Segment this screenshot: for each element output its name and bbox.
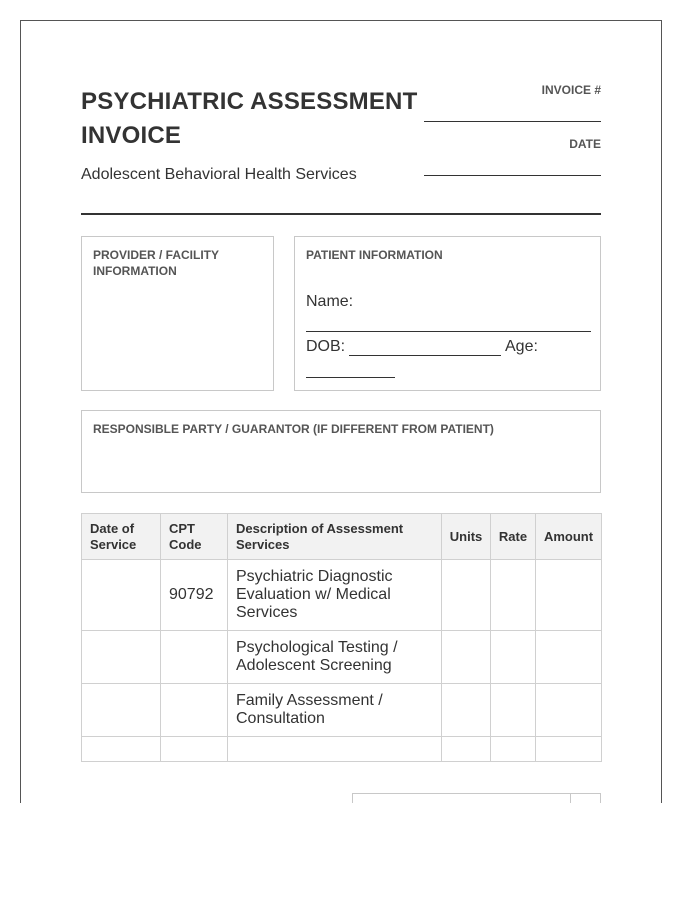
cell-cpt[interactable]: 90792: [161, 560, 228, 631]
date-label: DATE: [569, 137, 601, 151]
patient-info-heading: PATIENT INFORMATION: [306, 248, 443, 262]
table-header-row: [82, 514, 602, 560]
patient-age-label: Age:: [505, 338, 538, 355]
patient-info-box: [294, 236, 601, 391]
provider-info-box[interactable]: [81, 236, 274, 391]
cell-description[interactable]: [228, 737, 442, 762]
col-header-cpt: CPT Code: [161, 514, 228, 560]
invoice-number-field[interactable]: [424, 121, 601, 122]
guarantor-heading: RESPONSIBLE PARTY / GUARANTOR (IF DIFFERENT FROM PATIENT): [93, 422, 494, 436]
totals-label-cell: [352, 793, 570, 803]
cell-rate[interactable]: [491, 631, 536, 684]
totals-value-cell[interactable]: [570, 793, 601, 803]
col-header-amount: Amount: [536, 514, 602, 560]
provider-info-heading: PROVIDER / FACILITY INFORMATION: [93, 248, 219, 278]
col-header-date: Date of Service: [82, 514, 161, 560]
cell-units[interactable]: [442, 631, 491, 684]
cell-description[interactable]: Psychological Testing / Adolescent Screening: [228, 631, 442, 684]
cell-amount[interactable]: [536, 560, 602, 631]
guarantor-box[interactable]: [81, 410, 601, 493]
cell-description[interactable]: Psychiatric Diagnostic Evaluation w/ Medical Services: [228, 560, 442, 631]
cell-rate[interactable]: [491, 560, 536, 631]
invoice-subtitle: Adolescent Behavioral Health Services: [81, 166, 357, 183]
patient-age-field[interactable]: [306, 377, 395, 378]
invoice-page: [20, 20, 662, 803]
table-row: [82, 560, 602, 631]
cell-description[interactable]: Family Assessment / Consultation: [228, 684, 442, 737]
patient-name-label: Name:: [306, 293, 354, 310]
col-header-description: Description of Assessment Services: [228, 514, 442, 560]
table-row: [82, 684, 602, 737]
cell-cpt[interactable]: [161, 631, 228, 684]
date-field[interactable]: [424, 175, 601, 176]
col-header-rate: Rate: [491, 514, 536, 560]
col-header-units: Units: [442, 514, 491, 560]
cell-cpt[interactable]: [161, 684, 228, 737]
cell-date[interactable]: [82, 737, 161, 762]
invoice-number-label: INVOICE #: [541, 83, 601, 97]
cell-rate[interactable]: [491, 684, 536, 737]
cell-cpt[interactable]: [161, 737, 228, 762]
cell-units[interactable]: [442, 737, 491, 762]
services-table: [81, 513, 602, 762]
table-row: [82, 737, 602, 762]
cell-date[interactable]: [82, 631, 161, 684]
patient-name-field[interactable]: [306, 331, 591, 332]
header-divider: [81, 213, 601, 215]
cell-rate[interactable]: [491, 737, 536, 762]
cell-date[interactable]: [82, 684, 161, 737]
patient-dob-field[interactable]: [349, 355, 501, 356]
patient-dob-label: DOB:: [306, 338, 346, 355]
cell-amount[interactable]: [536, 737, 602, 762]
cell-units[interactable]: [442, 560, 491, 631]
cell-amount[interactable]: [536, 684, 602, 737]
invoice-title: PSYCHIATRIC ASSESSMENT INVOICE: [81, 88, 418, 149]
table-row: [82, 631, 602, 684]
cell-units[interactable]: [442, 684, 491, 737]
cell-amount[interactable]: [536, 631, 602, 684]
cell-date[interactable]: [82, 560, 161, 631]
